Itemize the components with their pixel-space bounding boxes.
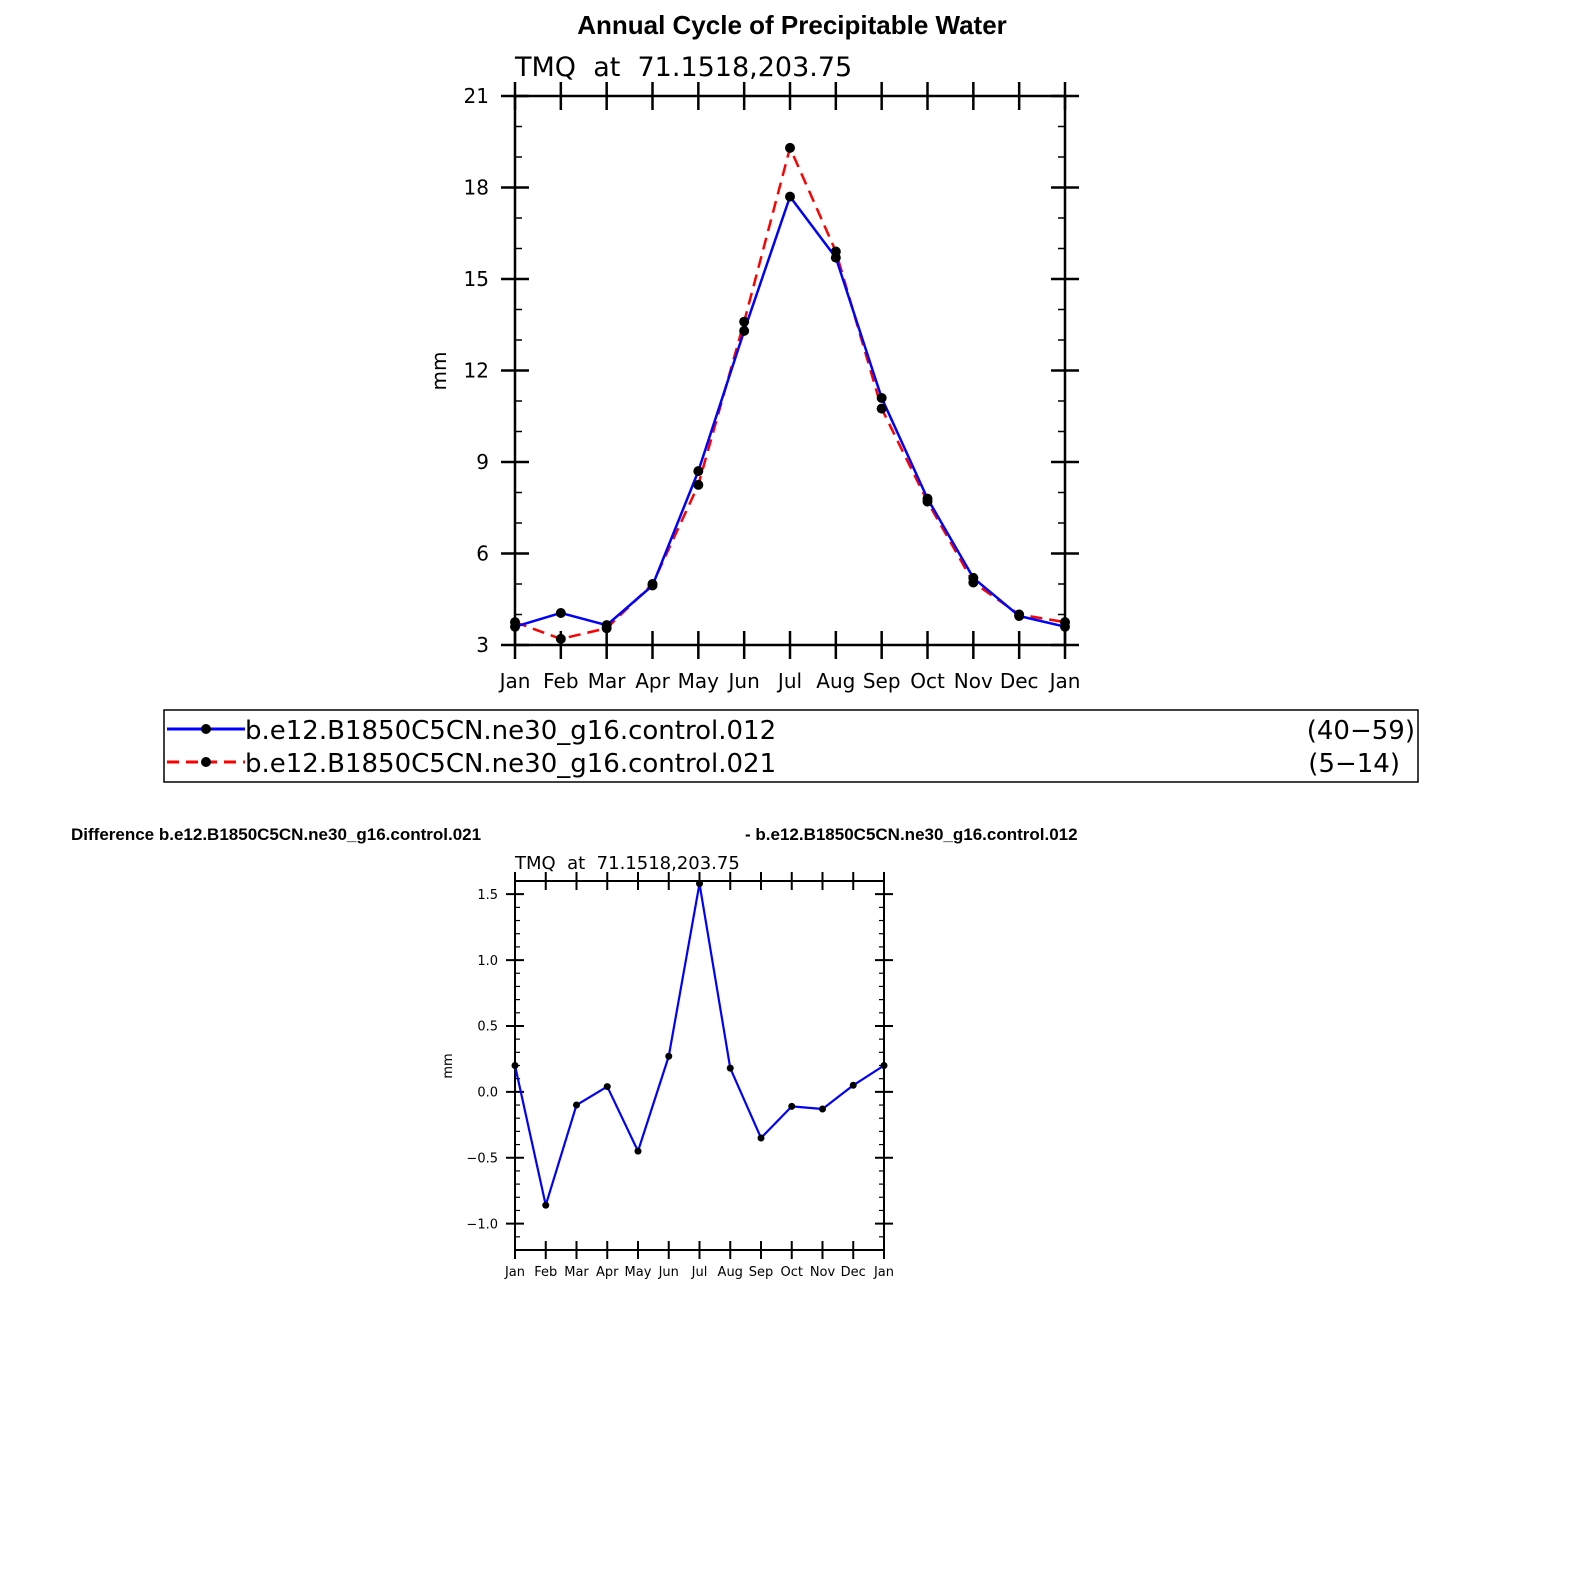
top-chart [464, 82, 1081, 693]
data-point-0 [758, 1134, 765, 1141]
data-point-0 [693, 466, 703, 476]
x-tick-label: Mar [587, 669, 626, 693]
legend-label-1: b.e12.B1850C5CN.ne30_g16.control.012 [245, 716, 777, 746]
y-axis-label: mm [427, 351, 451, 391]
x-tick-label: Sep [748, 1265, 774, 1280]
x-tick-label: Apr [596, 1265, 619, 1280]
data-point-0 [696, 880, 703, 887]
y-tick-label: 12 [463, 358, 489, 383]
data-point-1 [648, 579, 658, 589]
x-tick-label: Jan [499, 669, 531, 693]
series-line-0 [515, 197, 1065, 627]
x-tick-label: Apr [635, 669, 670, 693]
x-tick-label: May [677, 669, 720, 693]
data-point-0 [739, 326, 749, 336]
data-point-0 [556, 608, 566, 618]
x-tick-label: Oct [910, 669, 945, 693]
data-point-1 [877, 404, 887, 414]
x-tick-label: Aug [816, 669, 856, 693]
y-tick-label: 0.0 [477, 1085, 498, 1101]
series-line-0 [515, 884, 884, 1206]
data-point-1 [556, 634, 566, 644]
y-tick-label: −0.5 [466, 1151, 498, 1167]
x-tick-label: Jan [1049, 669, 1081, 693]
y-tick-label: 18 [463, 175, 489, 200]
legend-label-2: b.e12.B1850C5CN.ne30_g16.control.021 [245, 749, 777, 779]
data-point-1 [831, 247, 841, 257]
y-tick-label: 6 [476, 541, 489, 566]
x-tick-label: Aug [717, 1265, 743, 1280]
data-point-1 [510, 617, 520, 627]
data-point-0 [850, 1082, 857, 1089]
data-point-1 [923, 497, 933, 507]
plot-frame [515, 881, 884, 1250]
data-point-0 [727, 1065, 734, 1072]
legend-marker-1 [201, 724, 211, 734]
data-point-1 [693, 480, 703, 490]
x-tick-label: Jun [658, 1265, 679, 1280]
x-tick-label: May [624, 1265, 652, 1280]
y-tick-label: 3 [476, 633, 489, 658]
data-point-0 [665, 1053, 672, 1060]
data-point-0 [542, 1202, 549, 1209]
data-point-0 [512, 1062, 519, 1069]
series-line-1 [515, 148, 1065, 639]
legend-years-2: (5−14) [1308, 749, 1400, 779]
x-tick-label: Mar [564, 1265, 589, 1280]
x-tick-label: Feb [534, 1265, 558, 1280]
legend-marker-2 [201, 757, 211, 767]
x-tick-label: Jul [777, 669, 803, 693]
x-tick-label: Dec [840, 1265, 866, 1280]
legend-years-1: (40−59) [1306, 716, 1415, 746]
data-point-0 [819, 1105, 826, 1112]
plot-frame [515, 96, 1065, 645]
x-tick-label: Jan [873, 1265, 895, 1280]
x-tick-label: Nov [809, 1265, 836, 1280]
data-point-1 [602, 623, 612, 633]
x-tick-label: Nov [953, 669, 993, 693]
data-point-1 [968, 577, 978, 587]
diff-subtitle: TMQ at 71.1518,203.75 [515, 853, 740, 874]
y-tick-label: −1.0 [466, 1217, 498, 1233]
x-tick-label: Oct [780, 1265, 803, 1280]
y-tick-label: 1.0 [477, 953, 498, 969]
diff-title-left: Difference b.e12.B1850C5CN.ne30_g16.control.021 [71, 825, 482, 844]
y-tick-label: 21 [463, 84, 489, 109]
x-tick-label: Jun [728, 669, 760, 693]
x-tick-label: Jul [691, 1265, 708, 1280]
data-point-0 [604, 1083, 611, 1090]
y-tick-label: 0.5 [477, 1019, 498, 1035]
data-point-1 [1060, 617, 1070, 627]
data-point-0 [881, 1062, 888, 1069]
y-tick-label: 15 [463, 267, 489, 292]
diff-chart [466, 872, 894, 1280]
data-point-0 [877, 393, 887, 403]
chart-title: Annual Cycle of Precipitable Water [577, 10, 1007, 40]
diff-y-axis-label: mm [441, 1053, 456, 1079]
diff-title-right: - b.e12.B1850C5CN.ne30_g16.control.012 [745, 825, 1078, 844]
x-tick-label: Dec [999, 669, 1039, 693]
data-point-0 [788, 1103, 795, 1110]
data-point-0 [785, 192, 795, 202]
y-tick-label: 1.5 [477, 887, 498, 903]
x-tick-label: Jan [504, 1265, 526, 1280]
data-point-1 [1014, 610, 1024, 620]
chart-subtitle: TMQ at 71.1518,203.75 [515, 52, 853, 83]
data-point-1 [785, 143, 795, 153]
x-tick-label: Feb [543, 669, 579, 693]
legend [164, 710, 1418, 782]
data-point-0 [573, 1102, 580, 1109]
data-point-0 [635, 1148, 642, 1155]
y-tick-label: 9 [476, 450, 489, 475]
data-point-1 [739, 317, 749, 327]
x-tick-label: Sep [862, 669, 901, 693]
